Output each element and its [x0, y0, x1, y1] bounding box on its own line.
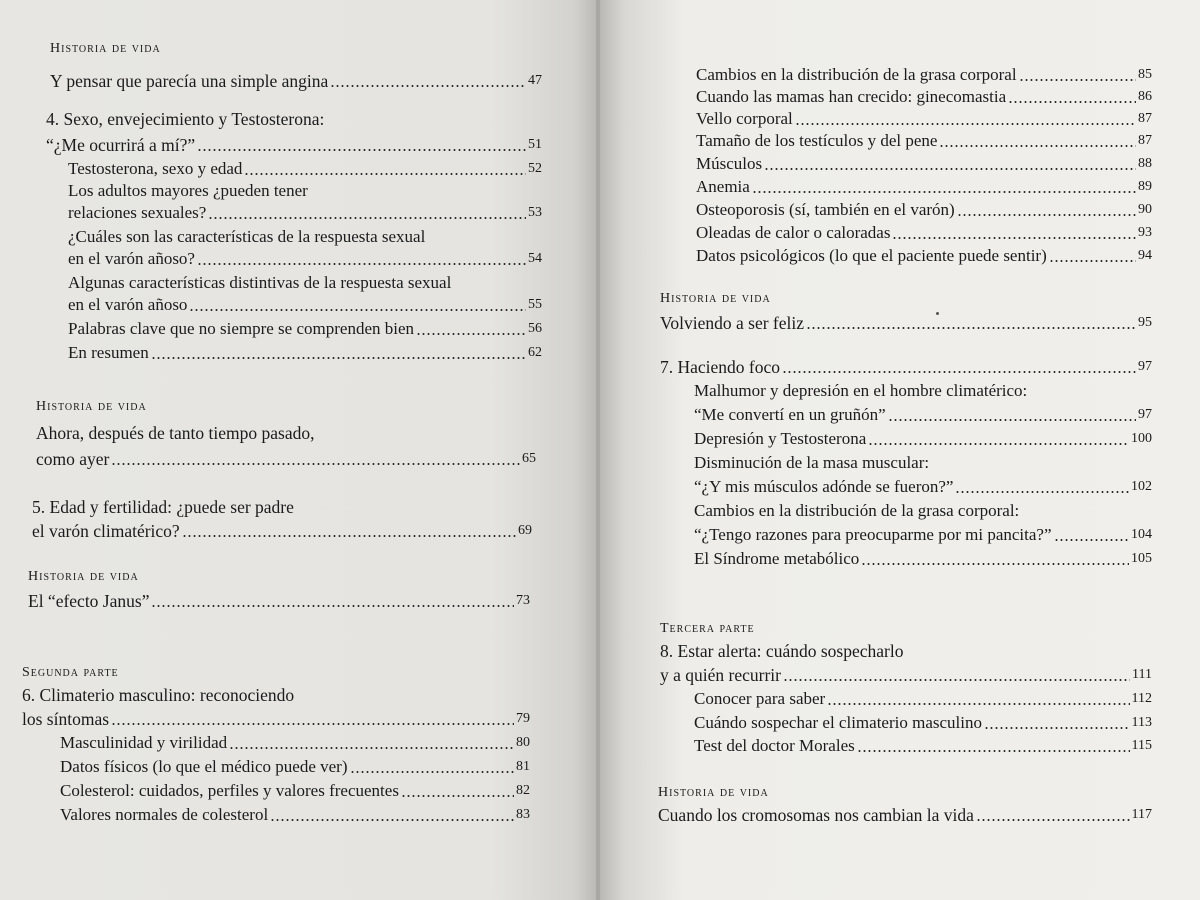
dot-leader: [764, 157, 1136, 171]
page-number: 73: [516, 593, 530, 608]
dot-leader: [957, 203, 1136, 217]
chapter-title-line1: 6. Climaterio masculino: reconociendo: [22, 685, 295, 705]
toc-entry[interactable]: [28, 590, 530, 612]
entry-title: Malhumor y depresión en el hombre climatérico:: [694, 381, 1028, 400]
page-number: 95: [1138, 315, 1152, 330]
dot-leader: [861, 552, 1129, 566]
historia-de-vida-2: [36, 398, 536, 478]
historia-de-vida-1: [50, 40, 542, 100]
page-number: 100: [1131, 431, 1152, 446]
page-number: 56: [528, 321, 542, 336]
toc-entry[interactable]: [660, 356, 1152, 378]
toc-entry[interactable]: [32, 520, 532, 542]
page-number: 104: [1131, 527, 1152, 542]
toc-entry[interactable]: [660, 404, 1152, 426]
dot-leader: [783, 668, 1130, 682]
dot-leader: [984, 716, 1130, 730]
entry-title: Depresión y Testosterona: [694, 429, 867, 448]
historia-de-vida-4: [660, 290, 1152, 340]
entry-title: Vello corporal: [696, 109, 793, 128]
chapter-title: 7. Haciendo foco: [660, 357, 781, 377]
toc-entry[interactable]: [46, 134, 542, 156]
toc-entry[interactable]: [658, 804, 1152, 826]
page-number: 113: [1131, 715, 1152, 730]
chapter-title: [32, 496, 532, 518]
dot-leader: [330, 74, 526, 88]
section-label: Historia de vida: [36, 399, 147, 414]
page-number: 82: [516, 783, 530, 798]
page-number: 97: [1138, 407, 1152, 422]
toc-entry[interactable]: [50, 70, 542, 92]
dot-leader: [189, 298, 526, 312]
toc-entry[interactable]: [660, 688, 1152, 710]
entry-title: en el varón añoso: [68, 295, 188, 314]
page-number: 53: [528, 205, 542, 220]
section-label: Historia de vida: [658, 785, 769, 800]
page-number: 87: [1138, 133, 1152, 148]
toc-entry[interactable]: [696, 222, 1152, 244]
entry-title: en el varón añoso?: [68, 249, 195, 268]
page-number: 86: [1138, 89, 1152, 104]
dot-leader: [111, 452, 520, 466]
entry-title: Cuándo sospechar el climaterio masculino: [694, 713, 982, 732]
dot-leader: [795, 112, 1136, 126]
page-number: 62: [528, 345, 542, 360]
entry-title: Palabras clave que no siempre se comprenden bien: [68, 319, 415, 338]
page-number: 52: [528, 161, 542, 176]
toc-entry[interactable]: [660, 476, 1152, 498]
dot-leader: [888, 408, 1136, 422]
toc-entry[interactable]: [660, 428, 1152, 450]
page-number: 81: [516, 759, 530, 774]
dot-leader: [197, 138, 526, 152]
page-number: 97: [1138, 359, 1152, 374]
toc-entry[interactable]: [22, 756, 530, 778]
dot-leader: [857, 739, 1130, 753]
entry-title: Colesterol: cuidados, perfiles y valores frecuentes: [60, 781, 399, 800]
page-number: 112: [1131, 691, 1152, 706]
page-number: 102: [1131, 479, 1152, 494]
entry-text-line: [46, 272, 542, 294]
dot-leader: [151, 594, 514, 608]
toc-entry[interactable]: [22, 804, 530, 826]
chapter-title-line2: “¿Me ocurrirá a mí?”: [46, 135, 196, 155]
entry-title: Testosterona, sexo y edad: [68, 159, 243, 178]
dot-leader: [752, 180, 1136, 194]
left-page: [0, 0, 598, 900]
page-number: 83: [516, 807, 530, 822]
dot-leader: [229, 736, 514, 750]
page-number: 55: [528, 297, 542, 312]
page-number: 94: [1138, 248, 1152, 263]
dot-leader: [939, 134, 1136, 148]
toc-entry[interactable]: [696, 199, 1152, 221]
right-page: [600, 0, 1200, 900]
page-number: 51: [528, 137, 542, 152]
toc-entry[interactable]: [696, 108, 1152, 130]
paper-speck: [936, 312, 939, 315]
historia-de-vida-5: [658, 784, 1152, 834]
entry-title: como ayer: [36, 449, 110, 469]
entry-text-line: [660, 380, 1152, 402]
dot-leader: [111, 712, 514, 726]
entry-title: En resumen: [68, 343, 149, 362]
dot-leader: [868, 432, 1129, 446]
chapter-title: [22, 684, 530, 706]
toc-entry[interactable]: [660, 664, 1152, 686]
entry-title: Algunas características distintivas de la respuesta sexual: [68, 273, 452, 292]
page-number: 90: [1138, 202, 1152, 217]
toc-entry[interactable]: [46, 342, 542, 364]
dot-leader: [350, 760, 515, 774]
dot-leader: [1054, 528, 1129, 542]
entry-title: Oleadas de calor o caloradas: [696, 223, 891, 242]
chapter-5: [32, 496, 532, 548]
toc-entry[interactable]: [696, 245, 1152, 267]
entry-title: Volviendo a ser feliz: [660, 313, 805, 333]
entry-title: Cuando las mamas han crecido: ginecomastia: [696, 87, 1007, 106]
entry-title: Cambios en la distribución de la grasa corporal: [696, 65, 1017, 84]
toc-entry[interactable]: [22, 708, 530, 730]
entry-text-line: [36, 422, 536, 444]
dot-leader: [782, 360, 1136, 374]
entry-title: relaciones sexuales?: [68, 203, 207, 222]
entry-text-line: [660, 452, 1152, 474]
dot-leader: [270, 808, 514, 822]
entry-title: Valores normales de colesterol: [60, 805, 269, 824]
dot-leader: [197, 252, 526, 266]
entry-title: Cambios en la distribución de la grasa corporal:: [694, 501, 1020, 520]
toc-entry[interactable]: [22, 780, 530, 802]
entry-title: “¿Y mis músculos adónde se fueron?”: [694, 477, 954, 496]
entry-title: Conocer para saber: [694, 689, 826, 708]
chapter-7: [660, 356, 1152, 576]
toc-entry[interactable]: [46, 248, 542, 270]
dot-leader: [892, 226, 1136, 240]
chapter-title-line1: 8. Estar alerta: cuándo sospecharlo: [660, 641, 904, 661]
toc-entry[interactable]: [660, 548, 1152, 570]
page-number: 69: [518, 523, 532, 538]
dot-leader: [827, 692, 1129, 706]
chapter-4: [46, 108, 542, 378]
dot-leader: [1049, 249, 1136, 263]
chapter-title-line1: 5. Edad y fertilidad: ¿puede ser padre: [32, 497, 294, 517]
dot-leader: [955, 480, 1129, 494]
entry-title: Y pensar que parecía una simple angina: [50, 71, 329, 91]
tercera-parte: [660, 620, 1152, 760]
entry-title: Cuando los cromosomas nos cambian la vida: [658, 805, 974, 825]
page-number: 79: [516, 711, 530, 726]
entry-title: ¿Cuáles son las características de la respuesta sexual: [68, 227, 426, 246]
chapter-title-line1: 4. Sexo, envejecimiento y Testosterona:: [46, 109, 325, 129]
page-number: 115: [1131, 738, 1152, 753]
entry-title: Datos psicológicos (lo que el paciente puede sentir): [696, 246, 1047, 265]
entry-title: Ahora, después de tanto tiempo pasado,: [36, 423, 315, 443]
toc-entry[interactable]: [696, 86, 1152, 108]
toc-entry[interactable]: [660, 312, 1152, 334]
toc-entry[interactable]: [36, 448, 536, 470]
entry-title: Los adultos mayores ¿pueden tener: [68, 181, 308, 200]
entry-text-line: [46, 180, 542, 202]
dot-leader: [182, 524, 516, 538]
page-number: 111: [1132, 667, 1152, 682]
dot-leader: [1008, 90, 1136, 104]
section-label: Historia de vida: [660, 291, 771, 306]
chapter-title-line2: los síntomas: [22, 709, 110, 729]
toc-entry[interactable]: [696, 130, 1152, 152]
dot-leader: [401, 784, 514, 798]
entry-title: Osteoporosis (sí, también en el varón): [696, 200, 955, 219]
dot-leader: [244, 162, 526, 176]
dot-leader: [416, 322, 526, 336]
chapter-title: [660, 640, 1152, 662]
page-number: 85: [1138, 67, 1152, 82]
entry-title: El Síndrome metabólico: [694, 549, 860, 568]
dot-leader: [1019, 68, 1136, 82]
entry-title: “¿Tengo razones para preocuparme por mi pancita?”: [694, 525, 1052, 544]
toc-entry[interactable]: [660, 712, 1152, 734]
dot-leader: [976, 808, 1130, 822]
chapter-title-line2: el varón climatérico?: [32, 521, 180, 541]
historia-de-vida-3: [28, 568, 530, 620]
page-number: 65: [522, 451, 536, 466]
page-number: 54: [528, 251, 542, 266]
segunda-parte: [22, 664, 530, 844]
entry-text-line: [660, 500, 1152, 522]
toc-entry[interactable]: [696, 176, 1152, 198]
section-label: Historia de vida: [50, 41, 161, 56]
toc-entry[interactable]: [696, 153, 1152, 175]
entry-title: Masculinidad y virilidad: [60, 733, 228, 752]
part-label: Segunda parte: [22, 665, 119, 680]
toc-entry[interactable]: [46, 294, 542, 316]
page-number: 87: [1138, 111, 1152, 126]
entry-text-line: [46, 226, 542, 248]
chapter-title-line2: y a quién recurrir: [660, 665, 781, 685]
dot-leader: [208, 206, 526, 220]
entry-title: El “efecto Janus”: [28, 591, 150, 611]
entry-title: Datos físicos (lo que el médico puede ver): [60, 757, 348, 776]
page-number: 80: [516, 735, 530, 750]
part-label: Tercera parte: [660, 621, 755, 636]
toc-entry[interactable]: [696, 64, 1152, 86]
page-number: 117: [1131, 807, 1152, 822]
toc-entry[interactable]: [46, 202, 542, 224]
entry-title: “Me convertí en un gruñón”: [694, 405, 886, 424]
page-number: 93: [1138, 225, 1152, 240]
page-number: 89: [1138, 179, 1152, 194]
entry-title: Músculos: [696, 154, 763, 173]
section-label: Historia de vida: [28, 569, 139, 584]
toc-entry[interactable]: [46, 318, 542, 340]
toc-entry[interactable]: [660, 524, 1152, 546]
chapter-6-continued: [696, 64, 1152, 274]
entry-title: Disminución de la masa muscular:: [694, 453, 930, 472]
toc-entry[interactable]: [22, 732, 530, 754]
chapter-title: [46, 108, 542, 130]
toc-entry[interactable]: [46, 158, 542, 180]
entry-title: Test del doctor Morales: [694, 736, 855, 755]
entry-title: Anemia: [696, 177, 750, 196]
dot-leader: [806, 316, 1136, 330]
page-number: 105: [1131, 551, 1152, 566]
page-number: 47: [528, 73, 542, 88]
toc-entry[interactable]: [660, 735, 1152, 757]
dot-leader: [151, 346, 526, 360]
entry-title: Tamaño de los testículos y del pene: [696, 131, 938, 150]
page-number: 88: [1138, 156, 1152, 171]
